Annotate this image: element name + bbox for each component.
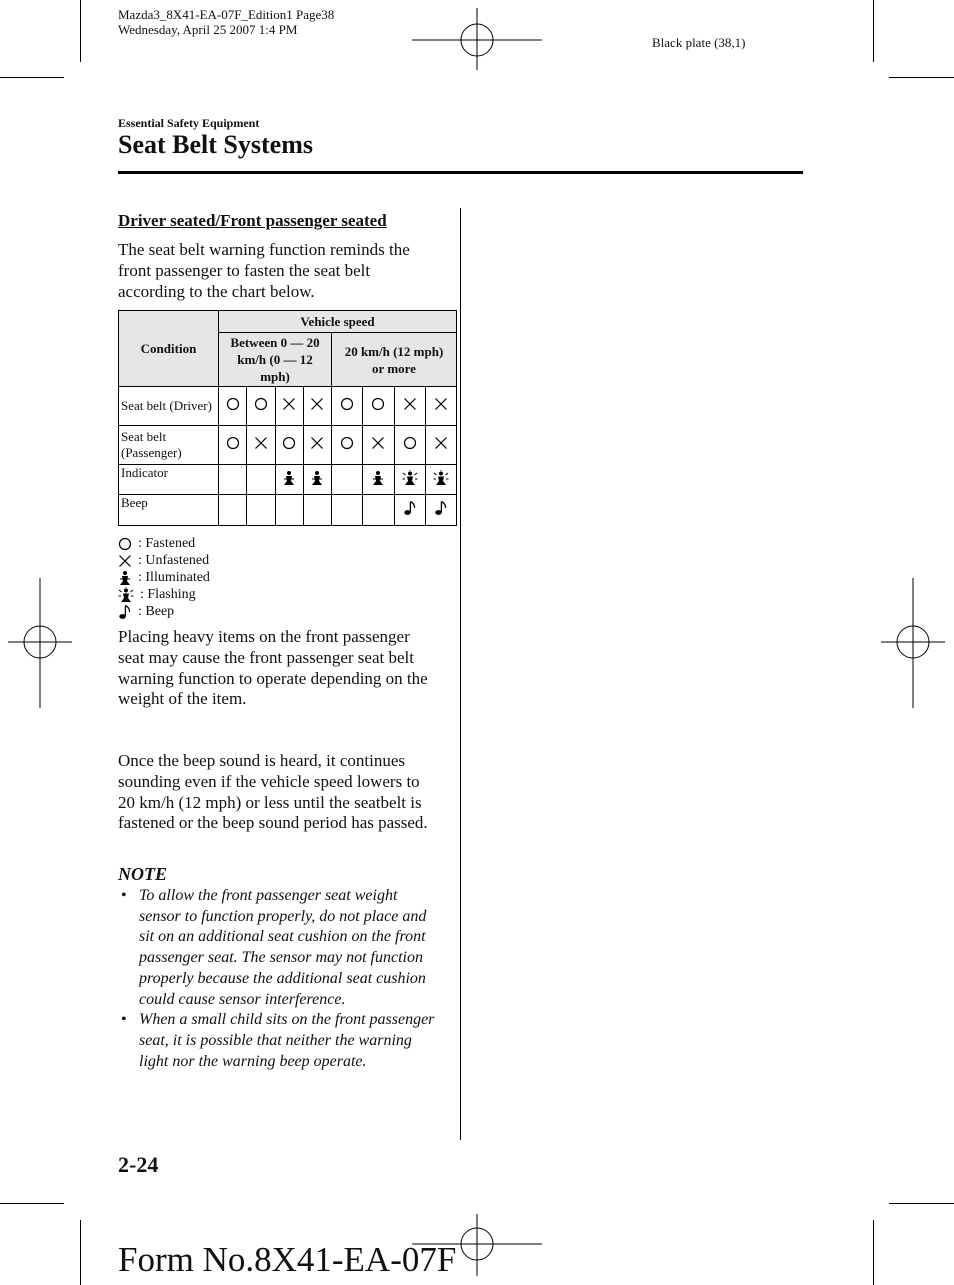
fastened-icon-cell	[219, 387, 247, 426]
flashing-icon-cell	[425, 465, 456, 495]
unfastened-icon	[310, 438, 324, 453]
fastened-icon	[371, 399, 385, 414]
registration-mark-left	[8, 578, 72, 708]
speed-low-header: Between 0 — 20 km/h (0 — 12 mph)	[219, 333, 332, 387]
fastened-icon	[118, 537, 135, 551]
illuminated-icon	[282, 474, 296, 489]
illuminated-icon-cell	[303, 465, 331, 495]
registration-mark-right	[881, 578, 945, 708]
fastened-icon	[254, 399, 268, 414]
unfastened-icon	[434, 399, 448, 414]
fastened-icon-cell	[363, 387, 394, 426]
beep-icon	[403, 504, 417, 519]
speed-high-header: 20 km/h (12 mph) or more	[332, 333, 457, 387]
registration-mark-top	[412, 8, 542, 70]
unfastened-icon-cell	[425, 387, 456, 426]
paragraph-beep: Once the beep sound is heard, it continues sounding even if the vehicle speed lowers to 20 km/h (12 mph) or less until the seatbelt is fastened or the beep sound period has passed.	[118, 751, 428, 833]
fastened-icon	[226, 438, 240, 453]
beep-icon-cell	[394, 495, 425, 526]
unfastened-icon-cell	[303, 426, 331, 465]
title-rule	[118, 171, 803, 174]
crop-mark	[80, 0, 81, 62]
empty-cell	[275, 495, 303, 526]
table-row	[119, 426, 457, 465]
fastened-icon-cell	[332, 387, 363, 426]
table-row	[119, 495, 457, 526]
crop-mark	[889, 1203, 954, 1204]
flashing-icon	[402, 474, 418, 489]
list-item: • When a small child sits on the front passenger seat, it is possible that neither the warning light nor the warning beep operate.	[121, 1011, 435, 1070]
fastened-icon	[226, 399, 240, 414]
unfastened-icon-cell	[303, 387, 331, 426]
fastened-icon-cell	[275, 426, 303, 465]
illuminated-icon	[371, 474, 385, 489]
empty-cell	[332, 465, 363, 495]
illuminated-icon-cell	[275, 465, 303, 495]
row-label: Seat belt (Driver)	[119, 387, 219, 426]
fastened-icon-cell	[332, 426, 363, 465]
seat-belt-warning-table	[118, 310, 457, 526]
beep-icon-cell	[425, 495, 456, 526]
fastened-icon-cell	[394, 426, 425, 465]
unfastened-icon-cell	[363, 426, 394, 465]
note-list	[118, 886, 438, 1072]
flashing-icon	[433, 474, 449, 489]
fastened-icon-cell	[219, 426, 247, 465]
empty-cell	[247, 465, 275, 495]
illuminated-icon	[118, 570, 135, 586]
unfastened-icon	[118, 554, 135, 568]
empty-cell	[247, 495, 275, 526]
row-label: Beep	[119, 495, 219, 526]
unfastened-icon	[254, 438, 268, 453]
print-header-info	[118, 7, 334, 37]
subheading: Driver seated/Front passenger seated	[118, 211, 387, 230]
unfastened-icon	[403, 399, 417, 414]
page-title: Seat Belt Systems	[118, 130, 313, 159]
illuminated-icon	[310, 474, 324, 489]
legend-item: : Unfastened	[118, 552, 210, 569]
fastened-icon	[282, 438, 296, 453]
column-divider	[460, 208, 461, 1140]
vehicle-speed-header: Vehicle speed	[219, 311, 457, 333]
fastened-icon	[340, 399, 354, 414]
fastened-icon	[340, 438, 354, 453]
unfastened-icon	[434, 438, 448, 453]
unfastened-icon	[282, 399, 296, 414]
crop-mark	[0, 77, 64, 78]
illuminated-icon-cell	[363, 465, 394, 495]
symbol-legend	[118, 535, 210, 620]
row-label: Seat belt (Passenger)	[119, 426, 219, 465]
unfastened-icon-cell	[275, 387, 303, 426]
fastened-icon-cell	[247, 387, 275, 426]
condition-header: Condition	[119, 311, 219, 387]
bullet-icon: •	[121, 1011, 127, 1029]
paragraph-heavy-items: Placing heavy items on the front passenger seat may cause the front passenger seat belt warning function to operate depending on the weight of the item.	[118, 627, 428, 709]
plate-label: Black plate (38,1)	[652, 35, 746, 50]
empty-cell	[363, 495, 394, 526]
beep-icon	[434, 504, 448, 519]
print-header-line1: Mazda3_8X41-EA-07F_Edition1 Page38	[118, 7, 335, 22]
note-title: NOTE	[118, 864, 167, 884]
crop-mark	[889, 77, 954, 78]
table-row	[119, 465, 457, 495]
empty-cell	[332, 495, 363, 526]
empty-cell	[303, 495, 331, 526]
empty-cell	[219, 465, 247, 495]
form-number: Form No.8X41-EA-07F	[118, 1240, 457, 1279]
crop-mark	[873, 1220, 874, 1285]
crop-mark	[873, 0, 874, 62]
legend-item: : Beep	[118, 603, 210, 620]
list-item: • To allow the front passenger seat weight sensor to function properly, do not place and sit on an additional seat cushion on the front passenger seat. The sensor may not function properly because the additional seat cushion could cause sensor interference.	[121, 887, 427, 1008]
fastened-icon	[403, 438, 417, 453]
crop-mark	[80, 1220, 81, 1285]
unfastened-icon-cell	[247, 426, 275, 465]
page-number: 2-24	[118, 1152, 159, 1177]
intro-paragraph: The seat belt warning function reminds the front passenger to fasten the seat belt according to the chart below.	[118, 240, 410, 301]
table-row	[119, 387, 457, 426]
unfastened-icon-cell	[425, 426, 456, 465]
section-label: Essential Safety Equipment	[118, 116, 260, 130]
flashing-icon-cell	[394, 465, 425, 495]
legend-item: : Illuminated	[118, 569, 210, 586]
unfastened-icon-cell	[394, 387, 425, 426]
unfastened-icon	[371, 438, 385, 453]
beep-icon	[118, 604, 135, 620]
legend-item: : Fastened	[118, 535, 210, 552]
row-label: Indicator	[119, 465, 219, 495]
legend-item: : Flashing	[118, 586, 210, 603]
crop-mark	[0, 1203, 64, 1204]
print-header-line2: Wednesday, April 25 2007 1:4 PM	[118, 22, 298, 37]
flashing-icon	[118, 587, 137, 603]
empty-cell	[219, 495, 247, 526]
unfastened-icon	[310, 399, 324, 414]
bullet-icon: •	[121, 887, 127, 904]
